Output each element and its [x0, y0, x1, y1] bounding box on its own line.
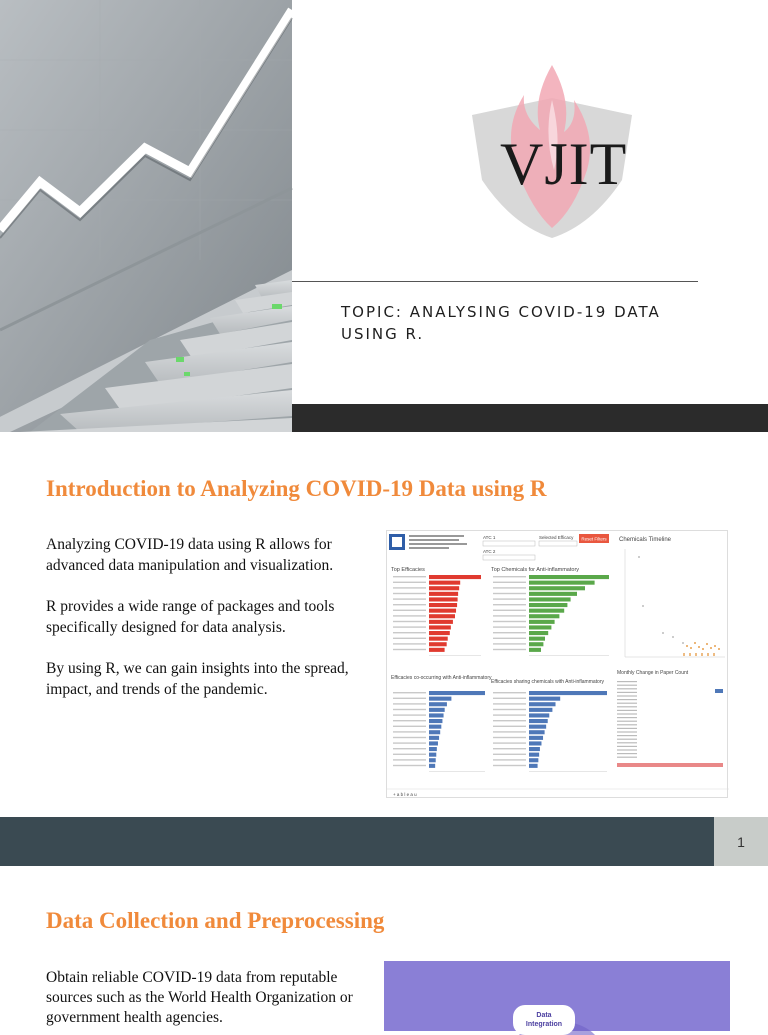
blue-bar-chart-left — [393, 691, 485, 771]
bar-label — [393, 632, 426, 633]
bar — [529, 713, 549, 717]
bar — [429, 625, 451, 629]
green-bar-chart — [493, 575, 609, 655]
bar — [429, 575, 481, 579]
bar — [429, 581, 460, 585]
bar-label — [493, 598, 526, 599]
month-row — [617, 742, 637, 743]
bar — [529, 637, 545, 641]
tableau-dashboard-image — [386, 530, 728, 798]
slide-title: Data Collection and Preprocessing — [46, 908, 385, 933]
bar-label — [493, 726, 526, 727]
bar — [529, 691, 607, 695]
intro-paragraph-3: By using R, we can gain insights into the spread, impact, and trends of the pandemic. — [46, 660, 349, 698]
bar — [529, 597, 571, 601]
bar-label — [493, 593, 526, 594]
bar — [529, 581, 595, 585]
monthly-change-table — [617, 681, 723, 767]
month-row — [617, 717, 637, 718]
bar-label — [393, 720, 426, 721]
bar — [529, 592, 577, 596]
data-collection-slide — [0, 874, 768, 1028]
top-efficacies-title: Top Efficacies — [391, 567, 425, 573]
month-row — [617, 706, 637, 707]
bar — [529, 614, 559, 618]
bar-label — [393, 737, 426, 738]
bar-label — [393, 582, 426, 583]
title-divider — [292, 281, 698, 282]
bar-label — [493, 737, 526, 738]
month-row — [617, 724, 637, 725]
bar — [429, 586, 459, 590]
bar — [429, 719, 442, 723]
bar-label — [493, 748, 526, 749]
month-row — [617, 695, 637, 696]
month-row — [617, 703, 637, 704]
bar-label — [393, 692, 426, 693]
month-row — [617, 710, 637, 711]
bar — [429, 741, 438, 745]
bar-label — [493, 643, 526, 644]
pill-line-2: Integration — [525, 1021, 563, 1028]
data-collection-text: Obtain reliable COVID-19 data from reputable sources such as the World Health Organization or government health agencies. — [46, 969, 353, 1026]
bar-label — [393, 742, 426, 743]
month-row — [617, 739, 637, 740]
bar-label — [393, 759, 426, 760]
stairs-growth-image — [0, 0, 292, 432]
bar-label — [393, 748, 426, 749]
bar — [529, 609, 564, 613]
timeline-title: Chemicals Timeline — [619, 537, 672, 543]
co-occurring-title: Efficacies co-occurring with Anti-inflammatory — [391, 675, 492, 681]
intro-paragraph-2: R provides a wide range of packages and tools specifically designed for data analysis. — [46, 598, 335, 636]
bar — [529, 625, 551, 629]
month-row — [617, 692, 637, 693]
red-bar-chart — [393, 575, 481, 655]
bar-label — [493, 621, 526, 622]
bar — [429, 758, 436, 762]
title-slide — [0, 0, 768, 432]
bar-label — [393, 604, 426, 605]
bar — [429, 603, 457, 607]
title-slide-band — [292, 404, 768, 432]
month-row — [617, 731, 637, 732]
bar-label — [393, 598, 426, 599]
month-row — [617, 746, 637, 747]
bar — [529, 575, 609, 579]
bar-label — [393, 698, 426, 699]
bar — [529, 586, 585, 590]
bar — [429, 725, 441, 729]
bar — [429, 592, 458, 596]
bar-label — [393, 626, 426, 627]
sharing-title: Efficacies sharing chemicals with Anti-inflammatory — [491, 679, 605, 685]
bar-label — [493, 720, 526, 721]
bar-label — [393, 703, 426, 704]
bar-label — [393, 765, 426, 766]
bar — [429, 648, 445, 652]
bar — [429, 620, 453, 624]
bar-label — [393, 621, 426, 622]
bar-label — [493, 649, 526, 650]
bar — [529, 648, 541, 652]
top-chemicals-title: Top Chemicals for Anti-inflammatory — [491, 567, 580, 573]
month-row — [617, 753, 637, 754]
bar-label — [493, 632, 526, 633]
bar-label — [493, 587, 526, 588]
bar — [429, 637, 448, 641]
month-row — [617, 721, 637, 722]
bar-label — [393, 587, 426, 588]
bar — [429, 708, 445, 712]
month-row — [617, 735, 637, 736]
bar — [429, 730, 440, 734]
slide-title: Introduction to Analyzing COVID-19 Data using R — [46, 476, 547, 501]
bar-label — [493, 714, 526, 715]
reset-filters-label: Reset Filters — [581, 536, 607, 542]
monthly-change-title: Monthly Change in Paper Count — [617, 670, 689, 676]
bar — [429, 747, 437, 751]
bar — [429, 631, 450, 635]
bar — [429, 753, 436, 757]
bar — [429, 614, 455, 618]
bar-label — [493, 754, 526, 755]
data-integration-pill — [513, 1005, 575, 1035]
bar-label — [493, 610, 526, 611]
bar-label — [393, 615, 426, 616]
month-row — [617, 757, 637, 758]
intro-slide — [0, 440, 768, 866]
bar-label — [493, 615, 526, 616]
bar — [429, 642, 447, 646]
bar-label — [493, 731, 526, 732]
bar-label — [393, 731, 426, 732]
bar — [429, 609, 456, 613]
bar-label — [493, 765, 526, 766]
bar — [429, 597, 458, 601]
bar — [429, 713, 444, 717]
timeline-chart — [625, 549, 725, 657]
month-row — [617, 688, 637, 689]
filter-selected-label: Selected Efficacy — [539, 535, 574, 540]
bar — [429, 736, 439, 740]
bar — [529, 736, 543, 740]
bar — [529, 603, 567, 607]
bar-label — [493, 698, 526, 699]
intro-paragraph-1: Analyzing COVID-19 data using R allows for advanced data manipulation and visualization. — [46, 536, 334, 574]
intro-text — [46, 534, 376, 720]
bar-label — [493, 759, 526, 760]
bar — [429, 764, 435, 768]
bar — [429, 691, 485, 695]
bar — [529, 741, 541, 745]
bar-label — [493, 604, 526, 605]
bar — [529, 764, 538, 768]
bar — [529, 642, 543, 646]
slide-footer-bar — [0, 817, 714, 866]
logo-text: VJIT — [500, 131, 628, 197]
bar-label — [393, 649, 426, 650]
pill-line-1: Data — [536, 1012, 552, 1019]
bar-label — [493, 638, 526, 639]
tableau-footer: + a b l e a u — [393, 792, 417, 797]
bar-label — [393, 754, 426, 755]
bar — [529, 747, 540, 751]
bar-label — [393, 593, 426, 594]
data-integration-graphic — [384, 961, 730, 1031]
month-row — [617, 728, 637, 729]
bar — [529, 631, 548, 635]
filter-atc2-label: ATC 2 — [483, 549, 496, 554]
page-number: 1 — [714, 817, 768, 866]
bar-label — [493, 703, 526, 704]
bar — [429, 702, 447, 706]
bar — [529, 725, 546, 729]
bar — [529, 719, 548, 723]
bar-label — [493, 742, 526, 743]
month-row — [617, 713, 637, 714]
bar-label — [493, 576, 526, 577]
month-row — [617, 749, 637, 750]
month-row — [617, 685, 637, 686]
bar-label — [393, 610, 426, 611]
bar — [529, 753, 539, 757]
bar — [529, 697, 560, 701]
bar — [529, 620, 555, 624]
bar — [529, 708, 552, 712]
bar — [529, 702, 556, 706]
month-row — [617, 681, 637, 682]
bar-label — [393, 638, 426, 639]
bar — [529, 758, 538, 762]
bar — [429, 697, 451, 701]
bar-label — [393, 714, 426, 715]
bar-label — [493, 582, 526, 583]
filter-atc1-label: ATC 1 — [483, 535, 496, 540]
bar-label — [493, 692, 526, 693]
bar-label — [393, 576, 426, 577]
bar-label — [393, 726, 426, 727]
bar-label — [393, 709, 426, 710]
topic-heading: TOPIC: ANALYSING COVID-19 DATA USING R. — [341, 303, 661, 343]
bar-label — [393, 643, 426, 644]
bar-label — [493, 626, 526, 627]
month-row — [617, 699, 637, 700]
bar-label — [493, 709, 526, 710]
bar — [529, 730, 545, 734]
blue-bar-chart-right — [493, 691, 607, 771]
